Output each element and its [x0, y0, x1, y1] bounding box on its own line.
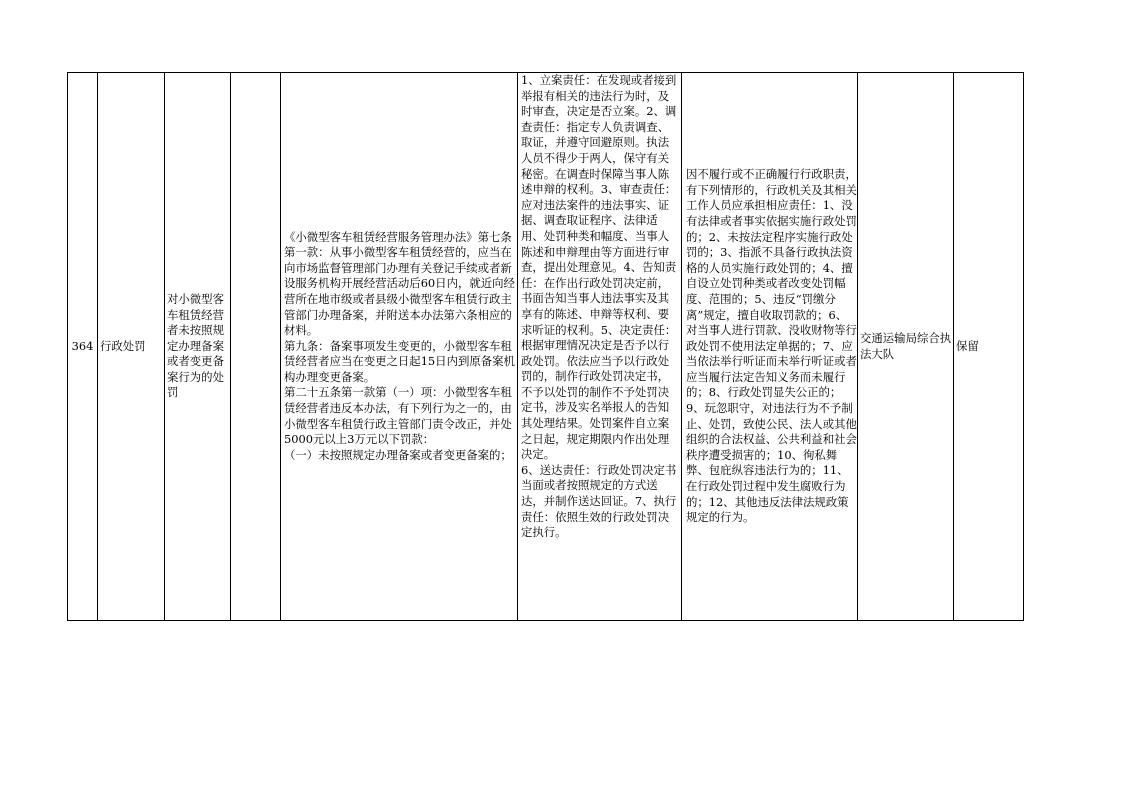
sub-item-cell	[231, 73, 281, 621]
legal-basis-cell	[281, 73, 518, 621]
legal-basis: 《小微型客车租赁经营服务管理办法》第七条第一款：从事小微型客车租赁经营的，应当在向市场监督管理部门办理有关登记手续或者新设服务机构开展经营活动后60日内，就近向经营所在地市级或者县级小微型客车租赁行政主管部门办理备案，并附送本办法第六条相应的材料。 第九条：备案事项发生变更的，小微型客车租赁经营者应当在变更之日起15日内到原备案机构办理变更备案。 第二十五条第一款第（一）项：小微型客车租赁经营者违反本办法，有下列行为之一的，由小微型客车租赁行政主管部门责令改正，并处5000元以上3万元以下罚款： （一）未按照规定办理备案或者变更备案的；	[284, 229, 515, 462]
row-number: 364	[68, 73, 98, 621]
item-name-cell	[165, 73, 231, 621]
responsibilities-cell	[518, 73, 682, 621]
accountability-cell	[682, 73, 858, 621]
responsibilities: 1、立案责任：在发现或者接到举报有相关的违法行为时，及时审查，决定是否立案。2、调查责任：指定专人负责调查、取证，并遵守回避原则。执法人员不得少于两人，保守有关秘密。在调查时保障当事人陈述申辩的权利。3、审查责任：应对违法案件的违法事实、证据、调查取证程序、法律适用、处罚种类和幅度、当事人陈述和申辩理由等方面进行审查，提出处理意见。4、告知责任：在作出行政处罚决定前，书面告知当事人违法事实及其享有的陈述、申辩等权利、要求听证的权利。5、决定责任：根据审理情况决定是否予以行政处罚。依法应当予以行政处罚的，制作行政处罚决定书，不予以处罚的制作不予处罚决定书，涉及实名举报人的告知其处理结果。处罚案件自立案之日起，规定期限内作出处理决定。 6、送达责任：行政处罚决定书当面或者按照规定的方式送达，并制作送达回证。7、执行责任：依照生效的行政处罚决定执行。	[521, 73, 677, 540]
implementing-agency: 交通运输局综合执法大队	[860, 330, 952, 361]
item-name: 对小微型客车租赁经营者未按照规定办理备案或者变更备案行为的处罚	[167, 291, 224, 400]
responsibilities-clip	[518, 73, 681, 619]
power-category: 行政处罚	[98, 73, 165, 621]
power-list-table	[67, 72, 1024, 621]
table-row	[68, 73, 1024, 621]
accountability: 因不履行或不正确履行行政职责，有下列情形的，行政机关及其相关工作人员应承担相应责任：1、没有法律或者事实依据实施行政处罚的；2、未按法定程序实施行政处罚的；3、指派不具备行政执法资格的人员实施行政处罚的；4、擅自设立处罚种类或者改变处罚幅度、范围的；5、违反“罚缴分离”规定，擅自收取罚款的；6、对当事人进行罚款、没收财物等行政处罚不使用法定单据的；7、应当依法举行听证而未举行听证或者应当履行法定告知义务而未履行的；8、行政处罚显失公正的；9、玩忽职守，对违法行为不予制止、处罚，致使公民、法人或其他组织的合法权益、公共利益和社会秩序遭受损害的；10、徇私舞弊、包庇纵容违法行为的；11、在行政处罚过程中发生腐败行为的；12、其他违反法律法规政策规定的行为。	[686, 167, 857, 525]
status-cell: 保留	[954, 73, 1024, 621]
agency-cell	[858, 73, 954, 621]
